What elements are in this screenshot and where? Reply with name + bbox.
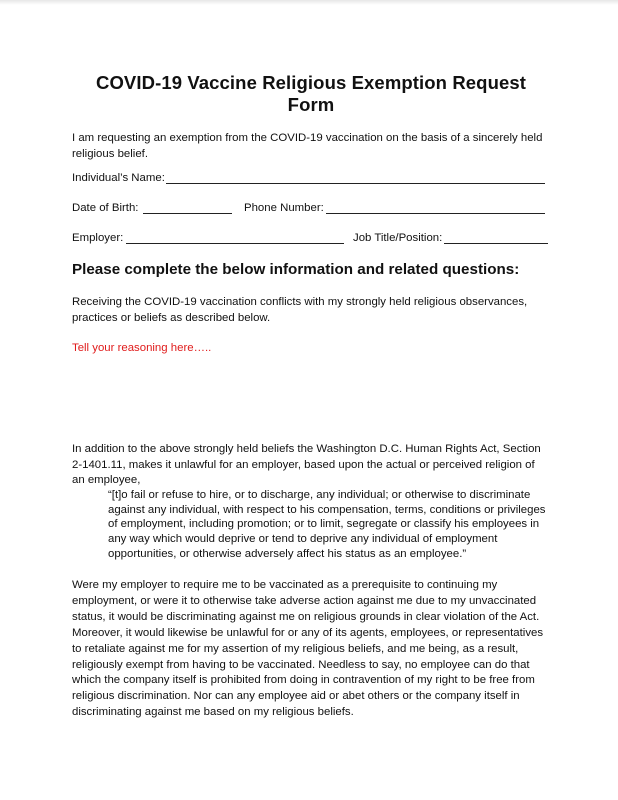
employer-label: Employer:: [72, 232, 124, 244]
legal-intro-paragraph: In addition to the above strongly held beliefs the Washington D.C. Human Rights Act, Section 2-1401.11, makes it unlawful for an employer, based upon the actual or perceived religion of an employee,: [72, 443, 541, 486]
job-label: Job Title/Position:: [353, 232, 443, 244]
name-field-row: [72, 170, 550, 186]
name-blank[interactable]: [166, 183, 545, 184]
employer-blank[interactable]: [126, 243, 344, 244]
dob-blank[interactable]: [143, 213, 232, 214]
act-quote: “[t]o fail or refuse to hire, or to discharge, any individual; or otherwise to discriminate against any individual, with respect to his compensation, terms, conditions or privileges of employment, including promotion; or to limit, segregate or classify his employees in any way which would deprive or tend to deprive any individual of employment opportunities, or otherwise adversely affect his status as an employee.”: [108, 489, 546, 560]
closing-paragraph: Were my employer to require me to be vaccinated as a prerequisite to continuing my employment, or were it to otherwise take adverse action against me due to my unvaccinated status, it would be discriminating against me on religious grounds in clear violation of the Act. Moreover, it would likewise be unlawful for or any of its agents, employees, or representatives to retaliate against me for my assertion of my religious beliefs, and me being, as a result, religiously exempt from having to be vaccinated. Needless to say, no employee can do that which the company itself is prohibited from doing in contravention of my right to be free from religious discrimination. Nor can any employee aid or abet others or the company itself in discriminating against me based on my religious beliefs.: [72, 579, 544, 719]
phone-blank[interactable]: [326, 213, 545, 214]
intro-paragraph: I am requesting an exemption from the COVID-19 vaccination on the basis of a sincerely held religious belief.: [72, 132, 543, 160]
job-blank[interactable]: [444, 243, 548, 244]
name-label: Individual’s Name:: [72, 172, 165, 184]
phone-label: Phone Number:: [244, 202, 324, 214]
dob-label: Date of Birth:: [72, 202, 139, 214]
section-heading: Please complete the below information and related questions:: [72, 261, 520, 278]
employer-job-row: [72, 230, 550, 246]
reasoning-placeholder[interactable]: Tell your reasoning here…..: [72, 342, 212, 354]
page-top-shadow: [0, 0, 618, 5]
dob-phone-row: [72, 200, 550, 216]
form-title: COVID-19 Vaccine Religious Exemption Request Form: [95, 72, 527, 115]
conflict-statement: Receiving the COVID-19 vaccination conflicts with my strongly held religious observances, practices or beliefs as described below.: [72, 296, 528, 324]
